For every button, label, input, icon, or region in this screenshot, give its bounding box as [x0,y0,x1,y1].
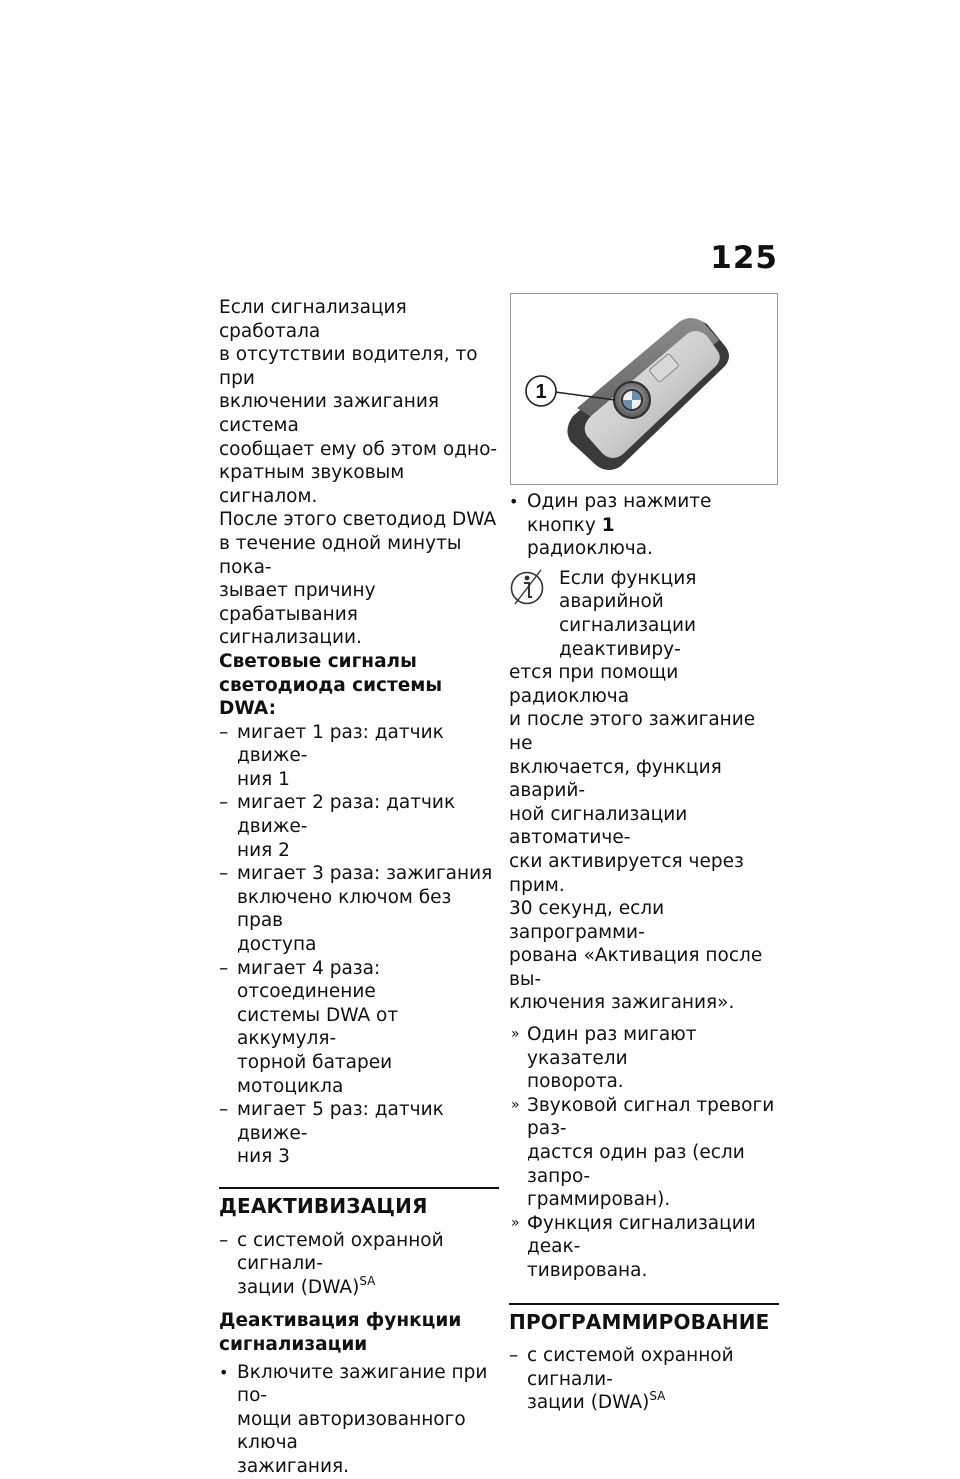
step-text: Один раз нажмите кнопку [527,491,712,536]
note-line: ски активируется через прим. [509,850,744,896]
signal-line: ния 3 [237,1146,290,1168]
intro-line: зывает причину срабатывания [219,580,376,625]
heading-line: светодиода системы DWA: [219,674,443,720]
bullet-mark: • [509,492,519,511]
step-line: зажигания. [237,1455,350,1477]
intro-line: в течение одной минуты пока- [219,532,462,578]
result-line: граммирован). [527,1189,671,1211]
info-icon [509,567,545,607]
info-note [509,567,779,1015]
condition-line: с системой охранной сигнали- [527,1345,734,1390]
step-item [219,1361,499,1479]
note-line: рована «Активация после вы- [509,945,763,990]
signal-item [219,721,499,792]
key-fob-figure [510,293,778,485]
result-arrow: » [511,1096,520,1113]
note-text [509,567,779,661]
bullet-mark: • [219,1362,229,1382]
result-line: Функция сигнализации деак- [527,1212,756,1258]
dash-mark: – [219,863,229,885]
programming-condition [509,1344,779,1415]
result-line: Звуковой сигнал тревоги раз- [527,1094,775,1140]
intro-line: После этого светодиод DWA [219,509,497,531]
condition-line: зации (DWA) [237,1276,360,1298]
result-item [509,1094,779,1212]
dash-mark: – [219,1099,229,1121]
intro-line: Если сигнализация сработала [219,297,407,342]
signal-line: торной батареи мотоцикла [237,1052,393,1097]
note-line: сигнализации деактивиру- [559,614,697,660]
signal-line: мигает 1 раз: датчик движе- [237,721,444,767]
intro-paragraph [219,296,499,650]
note-line: Если функция аварийной [559,567,697,613]
intro-line: сообщает ему об этом одно- [219,438,498,460]
sa-superscript: SA [359,1273,376,1288]
condition-line: зации (DWA) [527,1392,650,1414]
heading-line: сигнализации [219,1333,368,1355]
signal-line: мигает 2 раза: датчик движе- [237,792,456,838]
signal-line: включено ключом без прав [237,886,452,932]
signal-item [219,791,499,862]
result-line: тивирована. [527,1260,648,1281]
note-line: ключения зажигания». [509,992,735,1014]
left-column [219,296,499,1479]
note-line: включается, функция аварий- [509,756,722,802]
note-text [509,661,779,1015]
note-line: ется при помощи радиоключа [509,662,679,707]
sa-superscript: SA [649,1389,666,1404]
intro-line: в отсутствии водителя, то при [219,344,478,389]
signal-line: ния 1 [237,768,290,790]
result-line: Один раз мигают указатели [527,1024,697,1069]
intro-line: сигнализации. [219,627,362,649]
result-line: дастся один раз (если запро- [527,1142,745,1187]
signal-line: мигает 5 раз: датчик движе- [237,1099,444,1144]
dash-mark: – [219,721,229,743]
page-number: 125 [710,240,778,276]
dash-mark: – [509,1345,519,1367]
deactivation-subheading [219,1309,499,1356]
heading-line: Деактивация функции [219,1310,462,1332]
result-item [509,1212,779,1283]
note-line: и после этого зажигание не [509,709,756,754]
section-divider [219,1187,499,1189]
right-column [509,490,779,1415]
section-divider [509,1303,779,1305]
intro-line: включении зажигания система [219,391,439,436]
heading-line: Световые сигналы [219,650,417,672]
light-signals-heading [219,650,499,721]
signal-item [219,957,499,1099]
dash-mark: – [219,792,229,814]
signal-line: системы DWA от аккумуля- [237,1004,399,1050]
step-key-ref: 1 [601,514,615,536]
result-line: поворота. [527,1071,624,1093]
result-arrow: » [511,1026,520,1043]
dash-mark: – [219,957,229,979]
signal-item [219,1098,499,1169]
step-item [509,490,779,561]
signal-line: мигает 4 раза: отсоединение [237,957,381,1003]
signal-line: мигает 3 раза: зажигания [237,863,493,885]
note-line: ной сигнализации автоматиче- [509,803,688,849]
result-arrow: » [511,1214,520,1231]
key-fob-illustration [511,294,777,484]
signal-line: доступа [237,934,317,956]
deactivation-condition [219,1229,499,1300]
callout-number: 1 [535,381,547,403]
deactivation-heading: ДЕАКТИВИЗАЦИЯ [219,1193,428,1218]
step-text: радиоключа. [527,538,653,560]
step-line: Включите зажигание при по- [237,1361,488,1407]
note-line: 30 секунд, если запрограмми- [509,898,665,943]
condition-line: с системой охранной сигнали- [237,1229,444,1275]
dash-mark: – [219,1229,229,1251]
signal-item [219,862,499,956]
signal-line: ния 2 [237,839,290,861]
result-item [509,1023,779,1094]
intro-line: кратным звуковым сигналом. [219,462,405,507]
step-line: мощи авторизованного ключа [237,1408,466,1454]
programming-heading: ПРОГРАММИРОВАНИЕ [509,1309,770,1334]
